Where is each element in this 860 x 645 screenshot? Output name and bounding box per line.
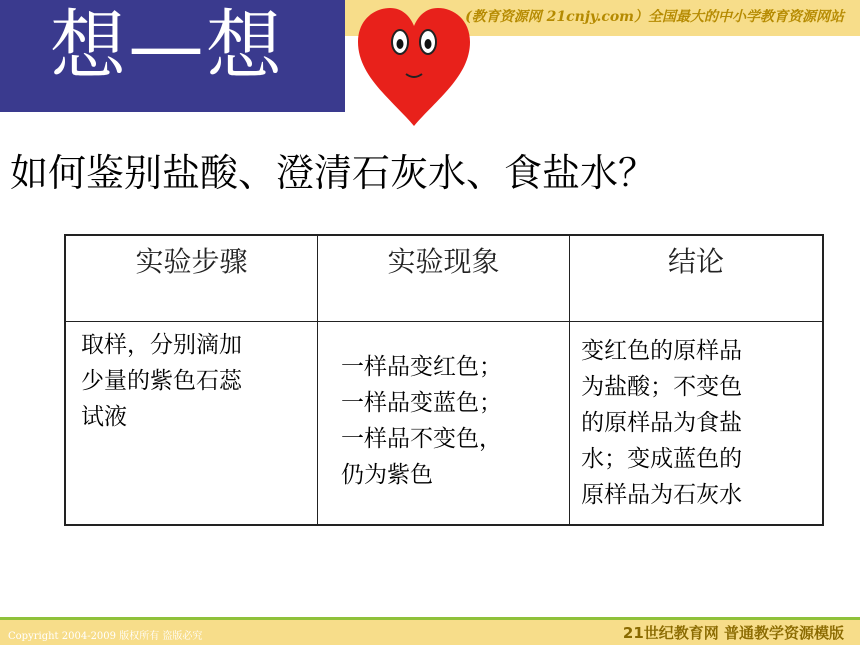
footer-brand-text: 21世纪教育网 普通教学资源模版 (622, 624, 844, 642)
header-phenomena: 实验现象 (317, 235, 569, 322)
table-row (65, 322, 823, 526)
cell-phenomena (317, 322, 569, 526)
header-steps: 实验步骤 (65, 235, 317, 322)
cell-steps-text: 取样，分别滴加 少量的紫色石蕊 试液 (81, 332, 242, 430)
cell-phenomena-text: 一样品变红色； 一样品变蓝色； 一样品不变色， 仍为紫色 (340, 354, 502, 488)
footer-accent-line (0, 617, 860, 620)
cell-conclusion (570, 322, 823, 526)
title-box (0, 0, 345, 112)
copyright-text: Copyright 2004-2009 版权所有 盗版必究 (8, 631, 203, 642)
header-conclusion: 结论 (570, 235, 823, 322)
slide-title: 想—想 (50, 1, 284, 90)
question-text: 如何鉴别盐酸、澄清石灰水、食盐水？ (10, 151, 657, 195)
table-header-row (65, 235, 823, 322)
banner-text: (教育资源网 21cnjy.com）全国最大的中小学教育资源网站 (465, 9, 844, 25)
footer-bar (0, 617, 860, 645)
experiment-table (64, 234, 824, 526)
smiling-heart-icon (352, 4, 476, 128)
cell-steps (65, 322, 317, 526)
cell-conclusion-text: 变红色的原样品 为盐酸；不变色 的原样品为食盐 水；变成蓝色的 原样品为石灰水 (581, 338, 743, 508)
